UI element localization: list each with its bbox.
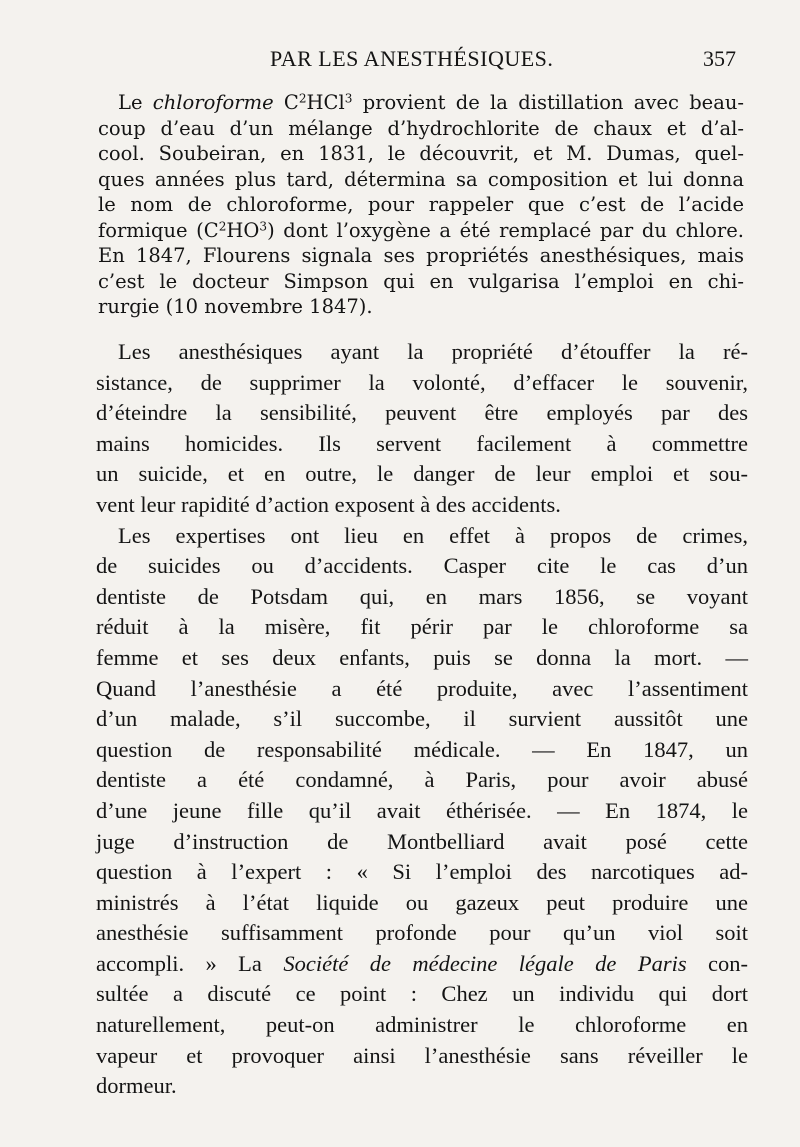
- paragraph-chloroform-history: [98, 90, 744, 320]
- text-line: cool. Soubeiran, en 1831, le découvrit, et M. Dumas, quel-: [98, 142, 744, 165]
- text-line: réduit à la misère, fit périr par le chloroforme sa: [96, 614, 748, 640]
- text-line: Quand l’anesthésie a été produite, avec l’assentiment: [96, 675, 748, 701]
- text-line: ministrés à l’état liquide ou gazeux peut produire une: [96, 889, 748, 915]
- text-line: c’est le docteur Simpson qui en vulgarisa l’emploi en chi-: [98, 269, 744, 293]
- text-line: sistance, de supprimer la volonté, d’effacer le souvenir,: [96, 369, 748, 395]
- text-line: femme et ses deux enfants, puis se donna la mort. —: [96, 644, 748, 670]
- text-line: question de responsabilité médicale. — En 1847, un: [96, 736, 748, 762]
- text-line: rurgie (10 novembre 1847).: [98, 295, 373, 318]
- text-line: question à l’expert : « Si l’emploi des narcotiques ad-: [96, 859, 748, 885]
- page-header: [0, 44, 800, 84]
- italic-text: chloroforme: [152, 91, 274, 114]
- superscript: 2: [298, 91, 307, 106]
- text-line: mains homicides. Ils servent facilement à commettre: [96, 430, 748, 456]
- text-line: d’un malade, s’il succombe, il survient aussitôt une: [96, 706, 748, 732]
- text-line: En 1847, Flourens signala ses propriétés anesthésiques, mais: [98, 244, 744, 267]
- text-line: dentiste a été condamné, à Paris, pour avoir abusé: [96, 767, 748, 793]
- text-line: Le chloroforme $C^2HCl^3$ provient de la distillation avec beau-: [118, 91, 744, 114]
- text-line: de suicides ou d’accidents. Casper cite le cas d’un: [96, 553, 748, 579]
- italic-text: Société de médecine légale de Paris: [283, 950, 687, 976]
- paragraph-anesthetic-dangers: [96, 337, 748, 521]
- superscript: 2: [218, 218, 227, 233]
- text-line: dormeur.: [96, 1073, 177, 1099]
- text-line: vent leur rapidité d’action exposent à des accidents.: [96, 491, 561, 517]
- text-line: accompli. » La Société de médecine légale de Paris con-: [96, 950, 748, 976]
- text-line: formique $(C^2HO^3)$ dont l’oxygène a été remplacé par du chlore.: [98, 218, 744, 242]
- text-line: vapeur et provoquer ainsi l’anesthésie sans réveiller le: [96, 1042, 748, 1068]
- superscript: 3: [259, 218, 268, 233]
- text-line: ques années plus tard, détermina sa composition et lui donna: [98, 167, 744, 191]
- paragraph-expert-cases: [96, 521, 748, 1102]
- text-line: le nom de chloroforme, pour rappeler que c’est de l’acide: [98, 193, 744, 216]
- text-line: d’éteindre la sensibilité, peuvent être employés par des: [96, 400, 748, 426]
- superscript: 3: [344, 91, 353, 106]
- text-line: Les expertises ont lieu en effet à propos de crimes,: [118, 522, 748, 548]
- text-line: d’une jeune fille qu’il avait éthérisée. — En 1874, le: [96, 797, 748, 823]
- text-line: sultée a discuté ce point : Chez un individu qui dort: [96, 981, 748, 1007]
- text-line: coup d’eau d’un mélange d’hydrochlorite de chaux et d’al-: [98, 116, 744, 140]
- text-line: juge d’instruction de Montbelliard avait posé cette: [96, 828, 748, 854]
- text-line: Les anesthésiques ayant la propriété d’étouffer la ré-: [118, 339, 748, 364]
- text-line: anesthésie suffisamment profonde pour qu’un viol soit: [96, 920, 748, 946]
- text-line: un suicide, et en outre, le danger de leur emploi et sou-: [96, 461, 748, 487]
- running-title: PAR LES ANESTHÉSIQUES.: [270, 46, 554, 71]
- body-text: [96, 337, 748, 1102]
- page-number: 357: [703, 46, 736, 71]
- text-line: dentiste de Potsdam qui, en mars 1856, se voyant: [96, 583, 748, 609]
- text-line: naturellement, peut-on administrer le chloroforme en: [96, 1012, 748, 1038]
